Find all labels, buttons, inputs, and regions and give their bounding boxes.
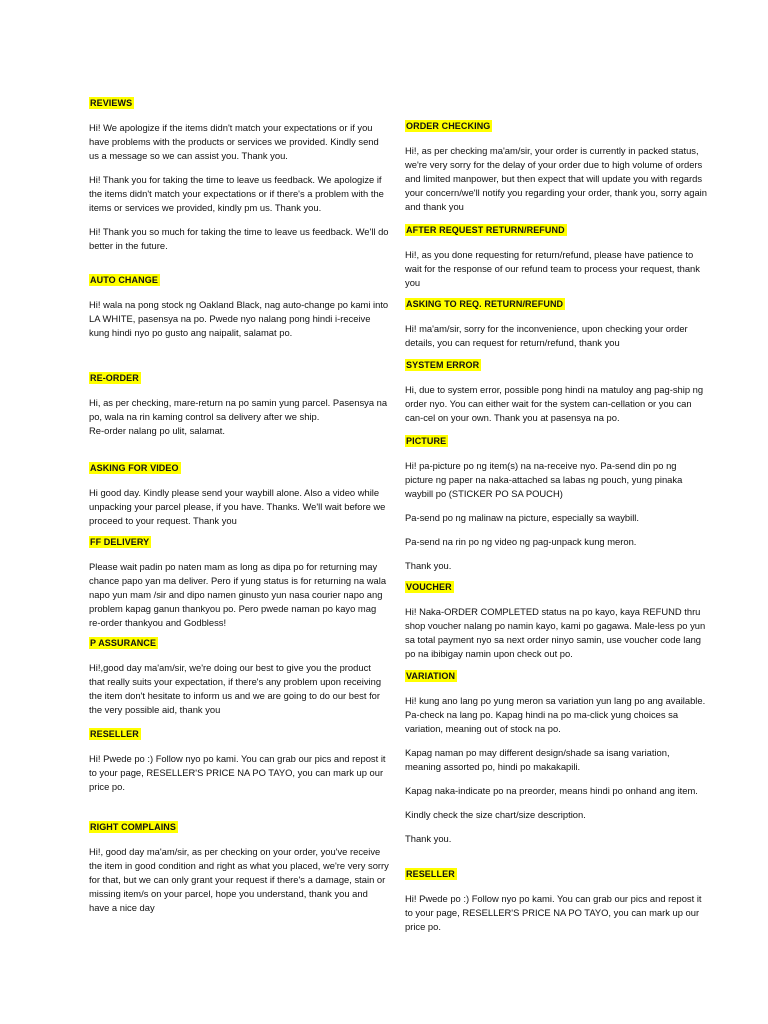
section-heading: RIGHT COMPLAINS [90,822,176,832]
section-heading: SYSTEM ERROR [406,360,480,370]
paragraph: Hi! pa-picture po ng item(s) na na-receive nyo. Pa-send din po ng picture ng paper na naka-attached sa labas ng pouch, yung pinaka waybill po (STICKER PO SA POUCH) [405,460,683,499]
section-asking-for-video [89,458,389,528]
paragraph: Pa-send po ng malinaw na picture, especially sa waybill. [405,512,639,523]
paragraph: Hi! Thank you so much for taking the time to leave us feedback. We'll do better in the future. [89,226,389,251]
section-auto-change [89,270,389,340]
section-variation [405,666,707,846]
paragraph: Hi! Thank you for taking the time to leave us feedback. We apologize if the items didn't match your expectations or if there's a problem with the items or services we provided, kindly pm us. Thank you. [89,174,384,213]
section-order-checking [405,116,707,214]
paragraph: Hi!, as you done requesting for return/refund, please have patience to wait for the response of our refund team to process your request, thank you [405,249,700,288]
section-heading: VARIATION [406,671,456,681]
paragraph: Hi!, as per checking ma'am/sir, your order is currently in packed status, we're very sorry for the delay of your order due to high volume of orders and limited manpower, but then expect that will update you with regards your concern/we'll notify you regarding your order, thank you, sorry again and thank you [405,145,707,212]
section-ff-delivery [89,532,389,630]
section-reviews [89,93,389,253]
section-heading: PICTURE [406,436,447,446]
section-heading: AFTER REQUEST RETURN/REFUND [406,225,565,235]
paragraph: Hi! Pwede po :) Follow nyo po kami. You can grab our pics and repost it to your page, RESELLER'S PRICE NA PO TAYO, you can mark up our price po. [405,893,702,932]
section-heading: ASKING FOR VIDEO [90,463,179,473]
paragraph: Thank you. [405,560,452,571]
paragraph: Please wait padin po naten mam as long as dipa po for returning may chance papo yan ma deliver. Pero if yung status is for returning na wala napo yun mam /sir and dipo namen ginusto yun nasa courier napo ang problem kapag ganun thankyou po. Pero pwede naman po kayo mag re-order thankyou and Godbless! [89,561,387,628]
section-heading: P ASSURANCE [90,638,157,648]
paragraph: Kapag naka-indicate po na preorder, means hindi po onhand ang item. [405,785,698,796]
paragraph: Kindly check the size chart/size description. [405,809,586,820]
paragraph: Thank you. [405,833,452,844]
paragraph: Pa-send na rin po ng video ng pag-unpack kung meron. [405,536,637,547]
section-reseller [405,864,707,934]
section-heading: AUTO CHANGE [90,275,158,285]
paragraph: Hi good day. Kindly please send your waybill alone. Also a video while unpacking your parcel please, if you have. Thanks. We'll wait before we proceed to your request. Thank you [89,487,386,526]
section-heading: RESELLER [90,729,139,739]
paragraph: Hi! wala na pong stock ng Oakland Black, nag auto-change po kami into LA WHITE, pasensya na po. Pwede nyo nalang pong hindi i-receive kung hindi nyo po gusto ang naipalit, salamat po. [89,299,389,338]
paragraph: Hi! Naka-ORDER COMPLETED status na po kayo, kaya REFUND thru shop voucher nalang po namin kayo, kami po gagawa. Male-less po yun sa total payment nyo sa next order ninyo samin, use voucher code lang po na ibibigay namin upon check out po. [405,606,706,659]
section-picture [405,431,707,573]
paragraph: Hi, due to system error, possible pong hindi na matuloy ang pag-ship ng order nyo. You can either wait for the system can-cellation or you can can-cel on your own. Thank you at pasensya na po. [405,384,704,423]
paragraph: Hi! We apologize if the items didn't match your expectations or if you have problems with the products or services we provided. Kindly send us a message so we can assist you. Thank you. [89,122,379,161]
paragraph: Hi! kung ano lang po yung meron sa variation yun lang po ang available. Pa-check na lang po. Kapag hindi na po ma-click yung choices sa variation, meaning out of stock na po. [405,695,706,734]
section-reseller [89,724,389,794]
section-heading: RESELLER [406,869,455,879]
paragraph: Hi, as per checking, mare-return na po samin yung parcel. Pasensya na po, wala na rin kaming control sa delivery after we ship. [89,397,388,422]
paragraph: Hi!, good day ma'am/sir, as per checking on your order, you've receive the item in good condition and right as what you placed, we're very sorry for that, but we can only grant your request if there's a damage, stain or missing item/s on your parcel, hope you understand, thank you and have a nice day [89,846,389,913]
section-heading: ORDER CHECKING [406,121,491,131]
section-heading: VOUCHER [406,582,452,592]
section-heading: ASKING TO REQ. RETURN/REFUND [406,299,564,309]
section-heading: RE-ORDER [90,373,139,383]
paragraph: Re-order nalang po ulit, salamat. [89,425,226,436]
section-after-request-return-refund [405,220,707,290]
section-right-complains [89,817,389,915]
section-system-error [405,355,707,425]
paragraph: Hi! ma'am/sir, sorry for the inconvenience, upon checking your order details, you can request for return/refund, thank you [405,323,688,348]
section-asking-to-req-return-refund [405,294,707,350]
section-p-assurance [89,633,389,717]
paragraph: Kapag naman po may different design/shade sa isang variation, meaning assorted po, hindi po makakapili. [405,747,670,772]
paragraph: Hi! Pwede po :) Follow nyo po kami. You can grab our pics and repost it to your page, RESELLER'S PRICE NA PO TAYO, you can mark up our price po. [89,753,386,792]
section-re-order [89,368,389,438]
paragraph: Hi!,good day ma'am/sir, we're doing our best to give you the product that really suits your expectation, if there's any problem upon receiving the item don't hesitate to inform us and we are going to do our best for the very possible aid, thank you [89,662,382,715]
section-heading: FF DELIVERY [90,537,150,547]
section-heading: REVIEWS [90,98,133,108]
section-voucher [405,577,707,661]
